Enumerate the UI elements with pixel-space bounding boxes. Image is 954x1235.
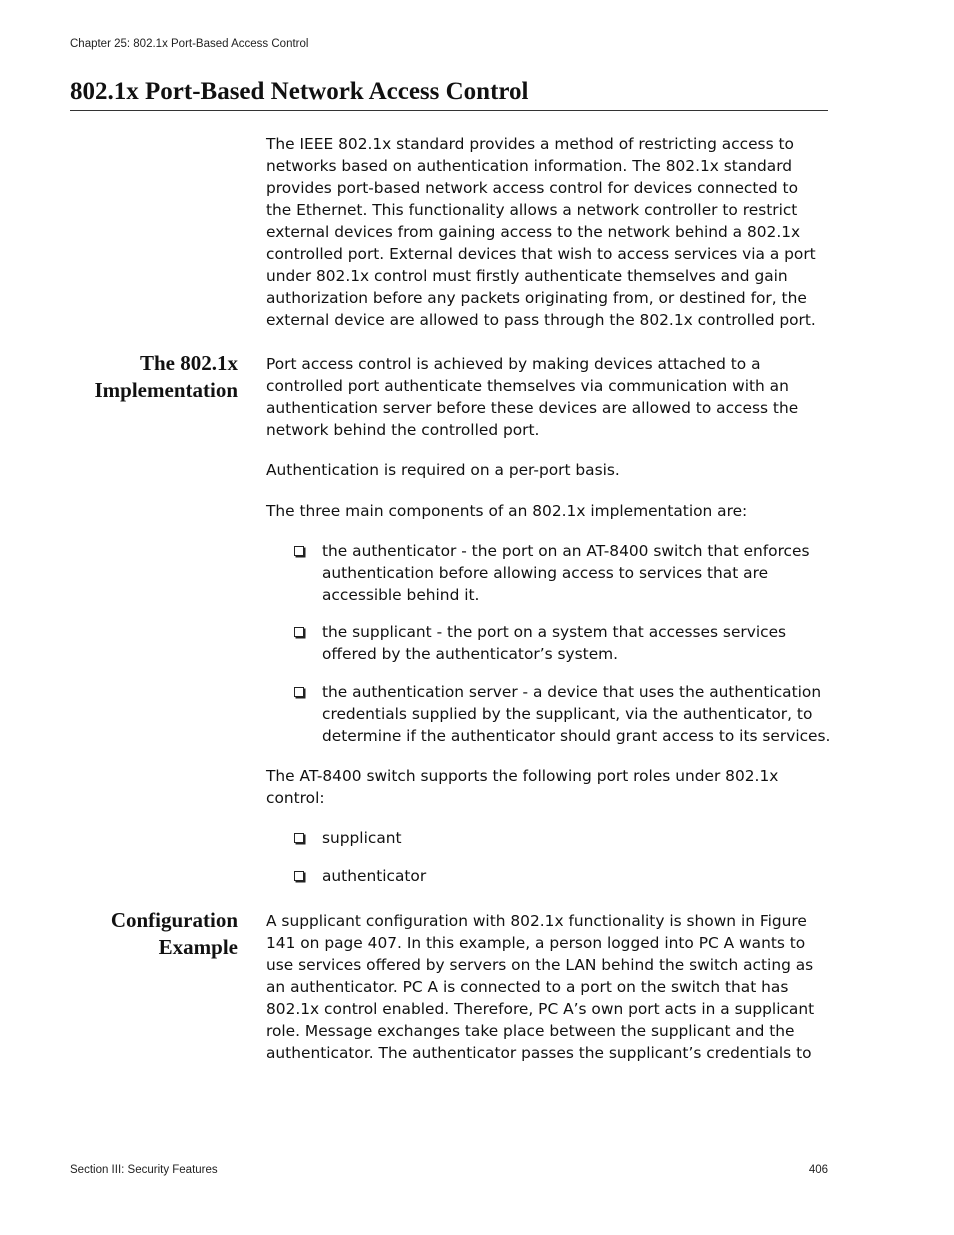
running-foot: Section III: Security Features xyxy=(70,1164,218,1176)
list-item-text: the authentication server - a device that uses the authentication credentials supplied by the supplicant, via the authenticator, to determine if the authenticator should grant access to its services. xyxy=(322,683,831,745)
list-item-text: the supplicant - the port on a system that accesses services offered by the authenticator’s system. xyxy=(322,623,787,663)
page-number: 406 xyxy=(808,1164,828,1176)
checkbox-bullet-icon xyxy=(294,627,304,637)
configuration-paragraph-1: A supplicant configuration with 802.1x functionality is shown in Figure 141 on page 407. In this example, a person logged into PC A wants to use services offered by servers on the LAN behind the switch acting as an authenticator. PC A is connected to a port on the switch that has 802.1x control enabled. Therefore, PC A’s own port acts in a supplicant role. Message exchanges take place between the supplicant and the authenticator. The authenticator passes the supplicant’s credentials to xyxy=(266,912,815,1062)
section-heading-line: Example xyxy=(158,935,238,959)
section-heading-implementation xyxy=(60,350,238,404)
list-item-text: authenticator xyxy=(322,867,427,885)
list-item-text: supplicant xyxy=(322,829,402,847)
intro-paragraph: The IEEE 802.1x standard provides a method of restricting access to networks based on authentication information. The 802.1x standard provides port-based network access control for devices connected to the Ethernet. This functionality allows a network controller to restrict external devices from gaining access to the network behind a 802.1x controlled port. External devices that wish to access services via a port under 802.1x control must firstly authenticate themselves and gain authorization before any packets originating from, or destined for, the external device are allowed to pass through the 802.1x controlled port. xyxy=(266,135,816,329)
list-item-text: the authenticator - the port on an AT-8400 switch that enforces authentication before allowing access to services that are accessible behind it. xyxy=(322,542,810,604)
section-heading-line: Implementation xyxy=(94,378,238,402)
checkbox-bullet-icon xyxy=(294,833,304,843)
implementation-paragraph-2: Authentication is required on a per-port basis. xyxy=(266,461,620,479)
checkbox-bullet-icon xyxy=(294,546,304,556)
section-heading-line: The 802.1x xyxy=(139,351,238,375)
checkbox-bullet-icon xyxy=(294,871,304,881)
chapter-title: 802.1x Port-Based Network Access Control xyxy=(70,76,828,111)
section-heading-line: Configuration xyxy=(110,908,238,932)
implementation-paragraph-4: The AT-8400 switch supports the following port roles under 802.1x control: xyxy=(266,767,779,807)
implementation-paragraph-1: Port access control is achieved by making devices attached to a controlled port authenticate themselves via communication with an authentication server before these devices are allowed to access the network behind the controlled port. xyxy=(266,355,799,439)
checkbox-bullet-icon xyxy=(294,687,304,697)
section-heading-configuration xyxy=(60,907,238,961)
running-head: Chapter 25: 802.1x Port-Based Access Control xyxy=(70,38,309,50)
implementation-paragraph-3: The three main components of an 802.1x implementation are: xyxy=(266,502,748,520)
